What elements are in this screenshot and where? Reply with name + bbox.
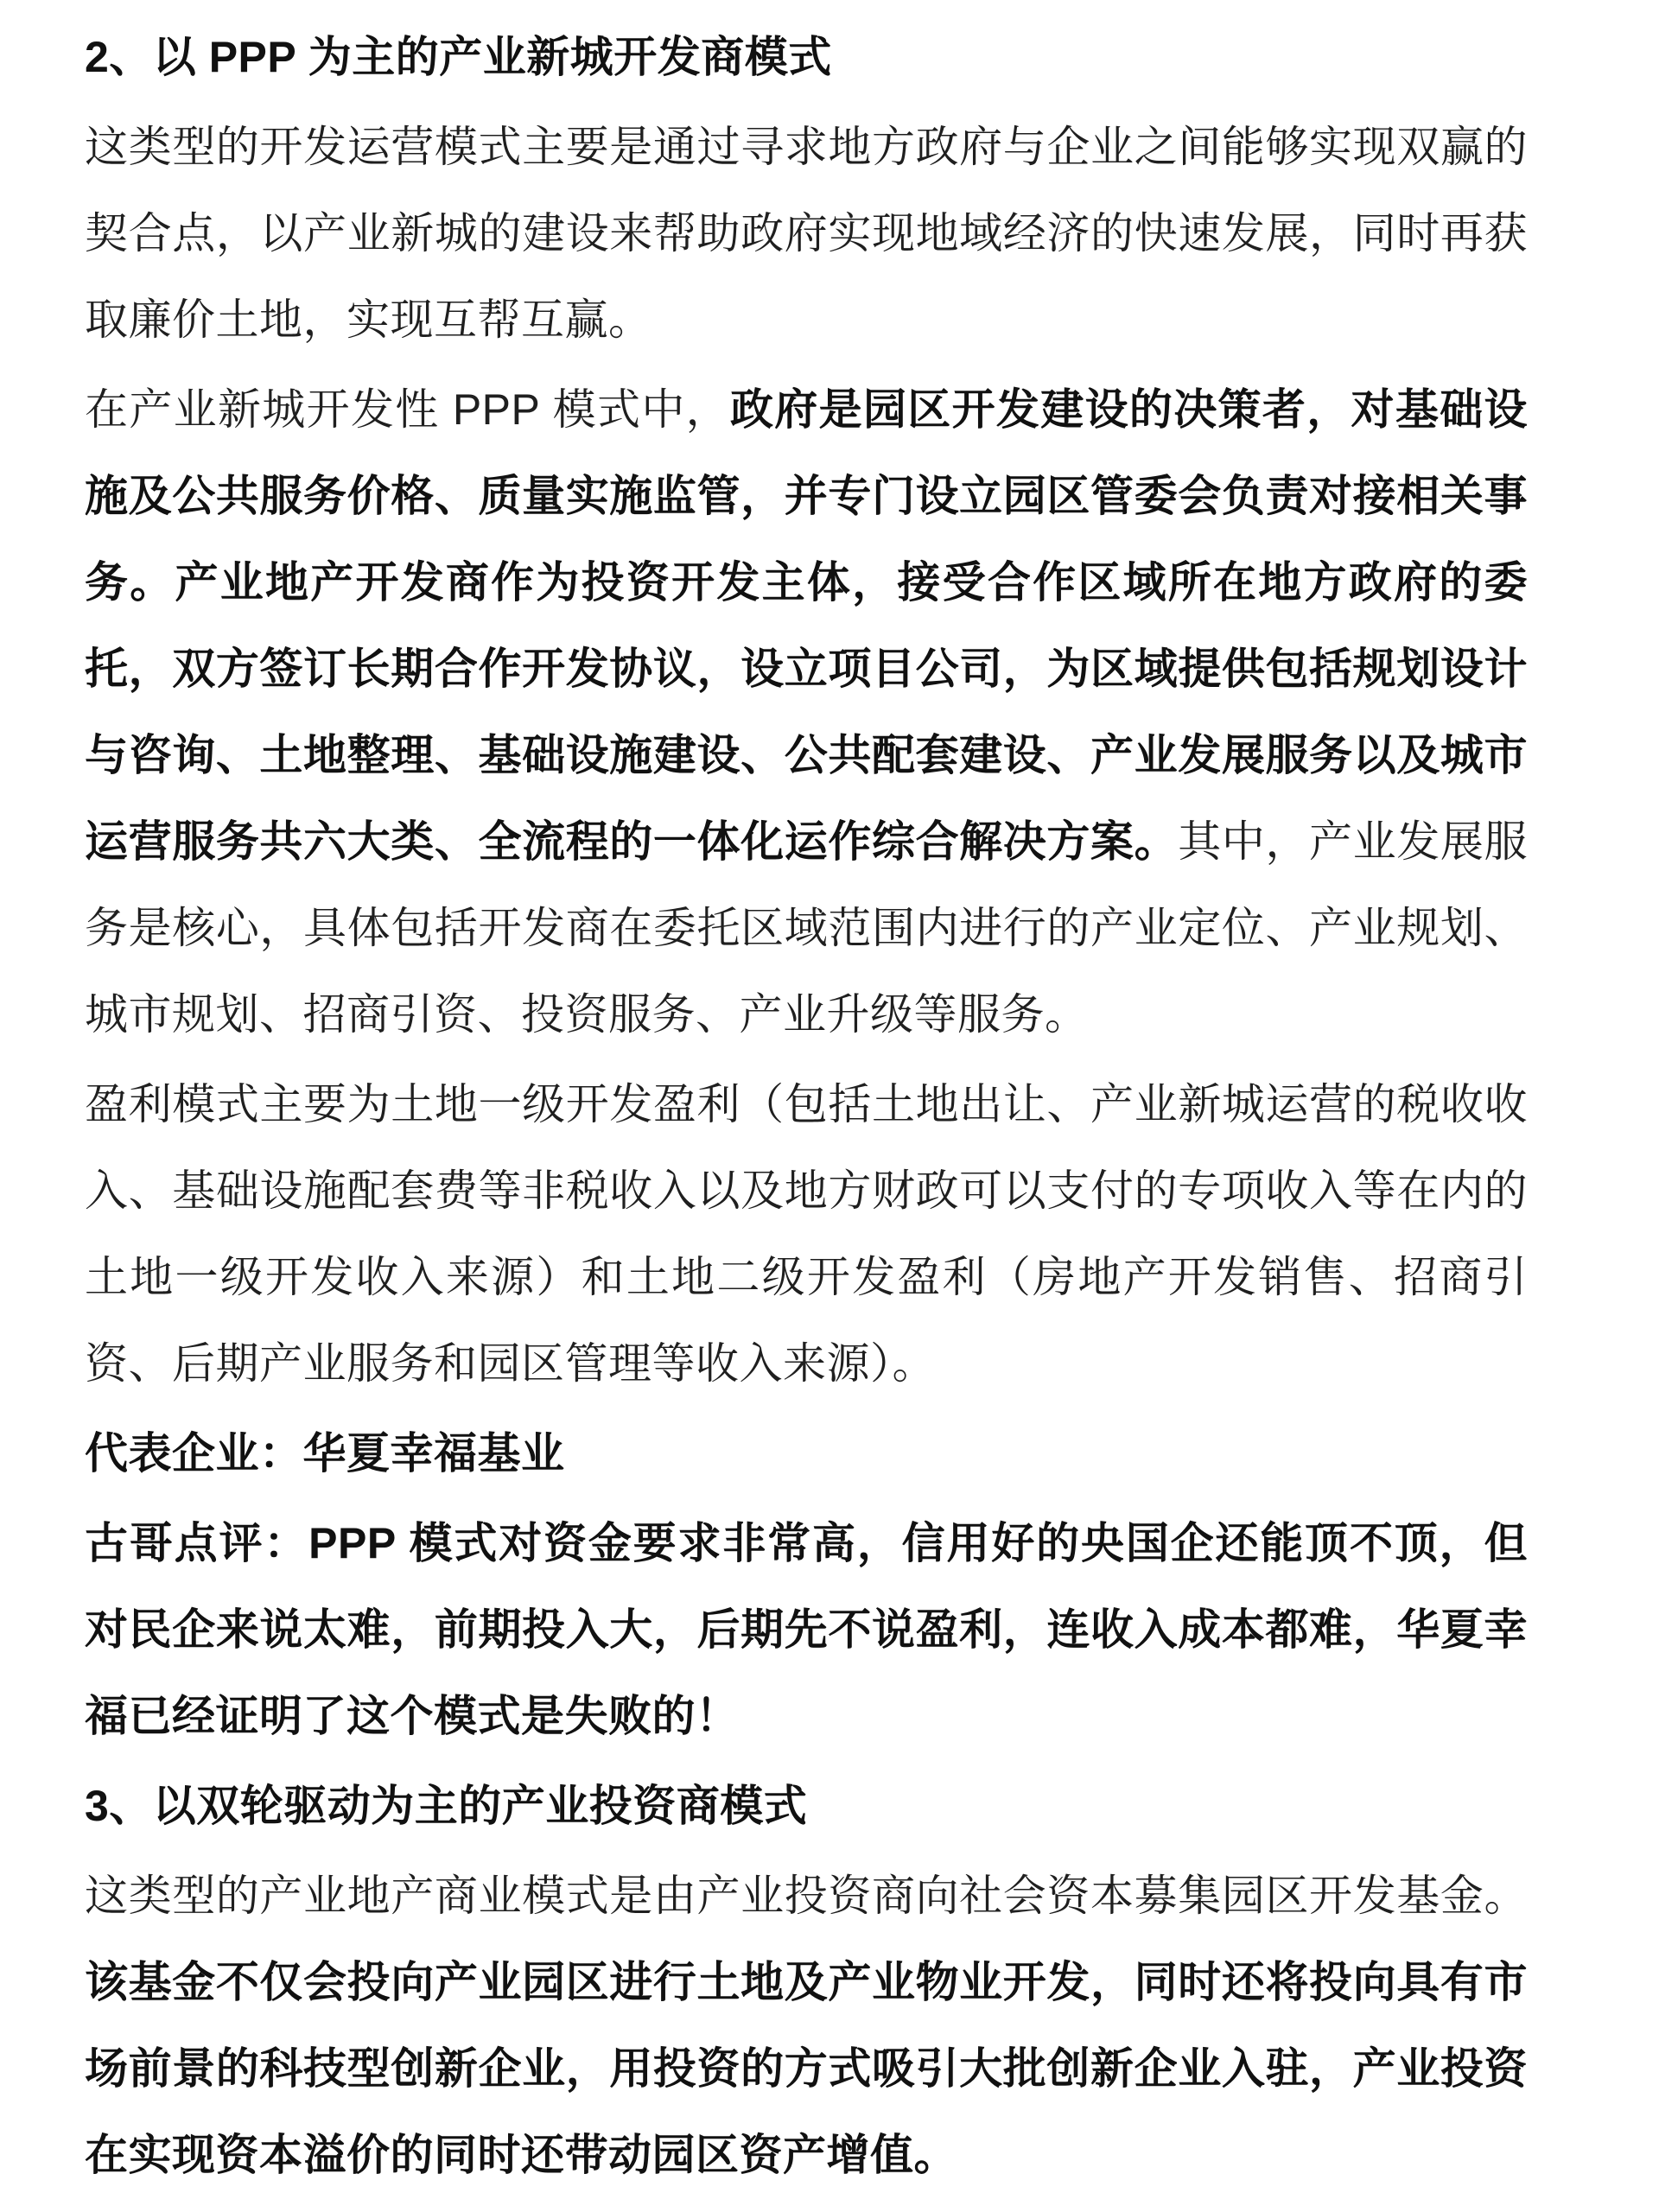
paragraph xyxy=(85,1500,1528,1759)
document-body xyxy=(85,14,1528,2198)
paragraph xyxy=(85,1061,1528,1407)
text-run: 其中，产业发展服务是核心，具体包括开发商在委托区域范围内进行的产业定位、产业规划、城市规划、招商引资、投资服务、产业升级等服务。 xyxy=(85,817,1528,1039)
paragraph xyxy=(85,1410,1528,1497)
text-run: 政府是园区开发建设的决策者，对基础设施及公共服务价格、质量实施监管，并专门设立园区管委会负责对接相关事务。产业地产开发商作为投资开发主体，接受合作区域所在地方政府的委托，双方签订长期合作开发协议，设立项目公司，为区域提供包括规划设计与咨询、土地整理、基础设施建设、公共配套建设、产业发展服务以及城市运营服务共六大类、全流程的一体化运作综合解决方案。 xyxy=(85,385,1529,866)
paragraph xyxy=(85,1853,1528,2198)
text-run: 盈利模式主要为土地一级开发盈利（包括土地出让、产业新城运营的税收收入、基础设施配套费等非税收入以及地方财政可以支付的专项收入等在内的土地一级开发收入来源）和土地二级开发盈利（房地产开发销售、招商引资、后期产业服务和园区管理等收入来源）。 xyxy=(85,1080,1528,1388)
text-run: 古哥点评：PPP 模式对资金要求非常高，信用好的央国企还能顶不顶，但对民企来说太难，前期投入大，后期先不说盈利，连收入成本都难，华夏幸福已经证明了这个模式是失败的！ xyxy=(85,1519,1528,1740)
text-run: 这类型的产业地产商业模式是由产业投资商向社会资本募集园区开发基金。 xyxy=(85,1872,1528,1920)
text-run: 这类型的开发运营模式主要是通过寻求地方政府与企业之间能够实现双赢的契合点，以产业新城的建设来帮助政府实现地域经济的快速发展，同时再获取廉价土地，实现互帮互赢。 xyxy=(85,123,1528,344)
section-heading xyxy=(85,14,1528,100)
paragraph xyxy=(85,104,1528,363)
text-run: 该基金不仅会投向产业园区进行土地及产业物业开发，同时还将投向具有市场前景的科技型创新企业，用投资的方式吸引大批创新企业入驻，产业投资在实现资本溢价的同时还带动园区资产增值。 xyxy=(85,1958,1528,2179)
text-run: 代表企业：华夏幸福基业 xyxy=(85,1429,565,1478)
section-heading xyxy=(85,1763,1528,1849)
text-run: 2、以 PPP 为主的产业新城开发商模式 xyxy=(85,33,832,81)
text-run: 3、以双轮驱动为主的产业投资商模式 xyxy=(85,1782,808,1830)
text-run: 在产业新城开发性 PPP 模式中， xyxy=(85,385,730,434)
paragraph xyxy=(85,366,1528,1058)
